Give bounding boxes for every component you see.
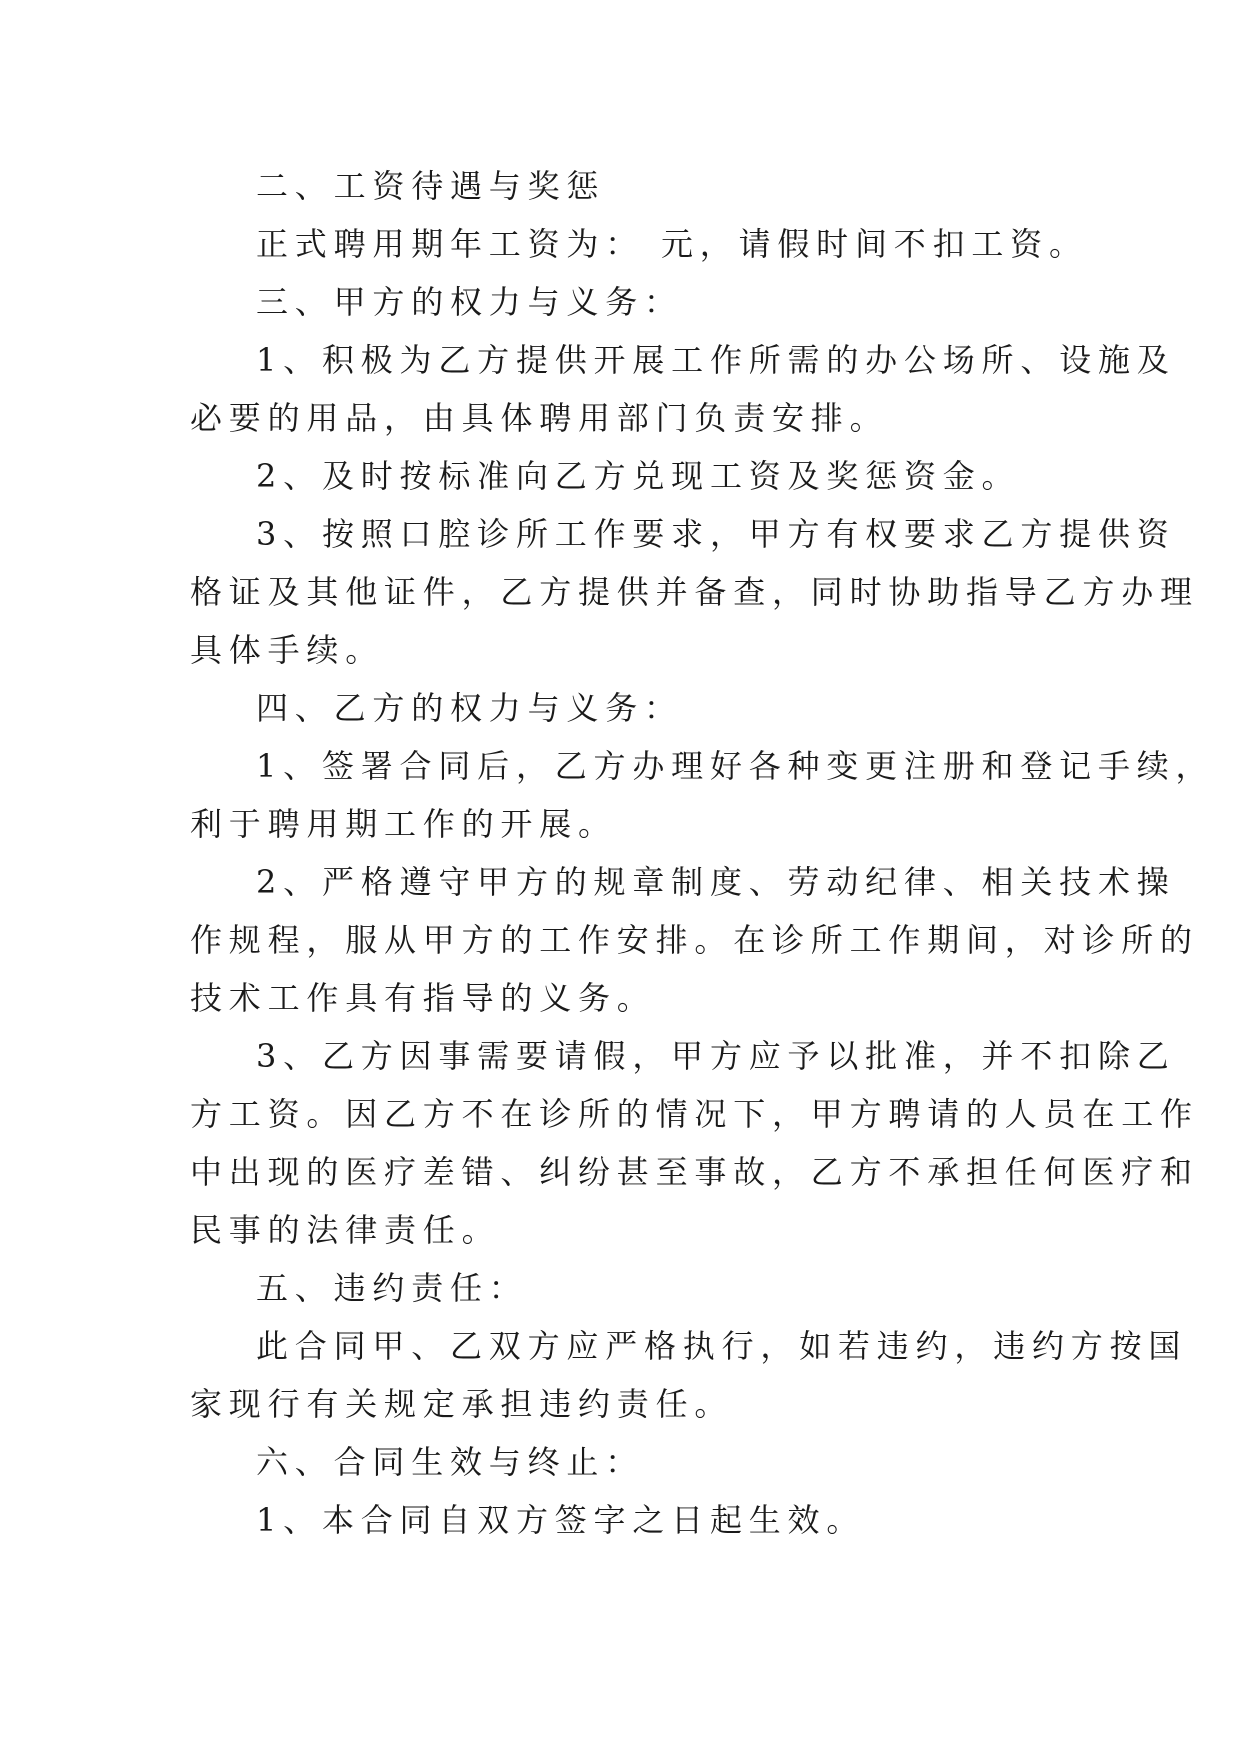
paragraph-line: 必要的用品，由具体聘用部门负责安排。 <box>190 399 889 437</box>
paragraph-line: 利于聘用期工作的开展。 <box>190 805 617 843</box>
paragraph-line: 家现行有关规定承担违约责任。 <box>190 1385 734 1423</box>
document-body <box>190 157 1215 1549</box>
paragraph-line: 技术工作具有指导的义务。 <box>190 979 656 1017</box>
paragraph-line: 1、积极为乙方提供开展工作所需的办公场所、设施及 <box>256 341 1176 379</box>
paragraph-line: 3、按照口腔诊所工作要求，甲方有权要求乙方提供资 <box>256 515 1176 553</box>
paragraph-line: 中出现的医疗差错、纠纷甚至事故，乙方不承担任何医疗和 <box>190 1153 1199 1191</box>
section-heading-breach: 五、违约责任： <box>256 1269 528 1307</box>
section-heading-effect: 六、合同生效与终止： <box>256 1443 645 1481</box>
paragraph-line: 具体手续。 <box>190 631 385 669</box>
paragraph-line: 民事的法律责任。 <box>190 1211 501 1249</box>
paragraph-line: 2、严格遵守甲方的规章制度、劳动纪律、相关技术操 <box>256 863 1176 901</box>
paragraph-line: 此合同甲、乙双方应严格执行，如若违约，违约方按国 <box>256 1327 1188 1365</box>
section-heading-party-b: 四、乙方的权力与义务： <box>256 689 683 727</box>
paragraph-line: 正式聘用期年工资为： 元，请假时间不扣工资。 <box>256 225 1088 263</box>
paragraph-line: 方工资。因乙方不在诊所的情况下，甲方聘请的人员在工作 <box>190 1095 1199 1133</box>
section-heading-party-a: 三、甲方的权力与义务： <box>256 283 683 321</box>
paragraph-line: 3、乙方因事需要请假，甲方应予以批准，并不扣除乙 <box>256 1037 1176 1075</box>
paragraph-line: 格证及其他证件，乙方提供并备查，同时协助指导乙方办理 <box>190 573 1199 611</box>
paragraph-line: 1、签署合同后，乙方办理好各种变更注册和登记手续， <box>256 747 1215 785</box>
paragraph-line: 2、及时按标准向乙方兑现工资及奖惩资金。 <box>256 457 1021 495</box>
paragraph-line: 1、本合同自双方签字之日起生效。 <box>256 1501 866 1539</box>
paragraph-line: 作规程，服从甲方的工作安排。在诊所工作期间，对诊所的 <box>190 921 1199 959</box>
section-heading-salary: 二、工资待遇与奖惩 <box>256 167 606 205</box>
